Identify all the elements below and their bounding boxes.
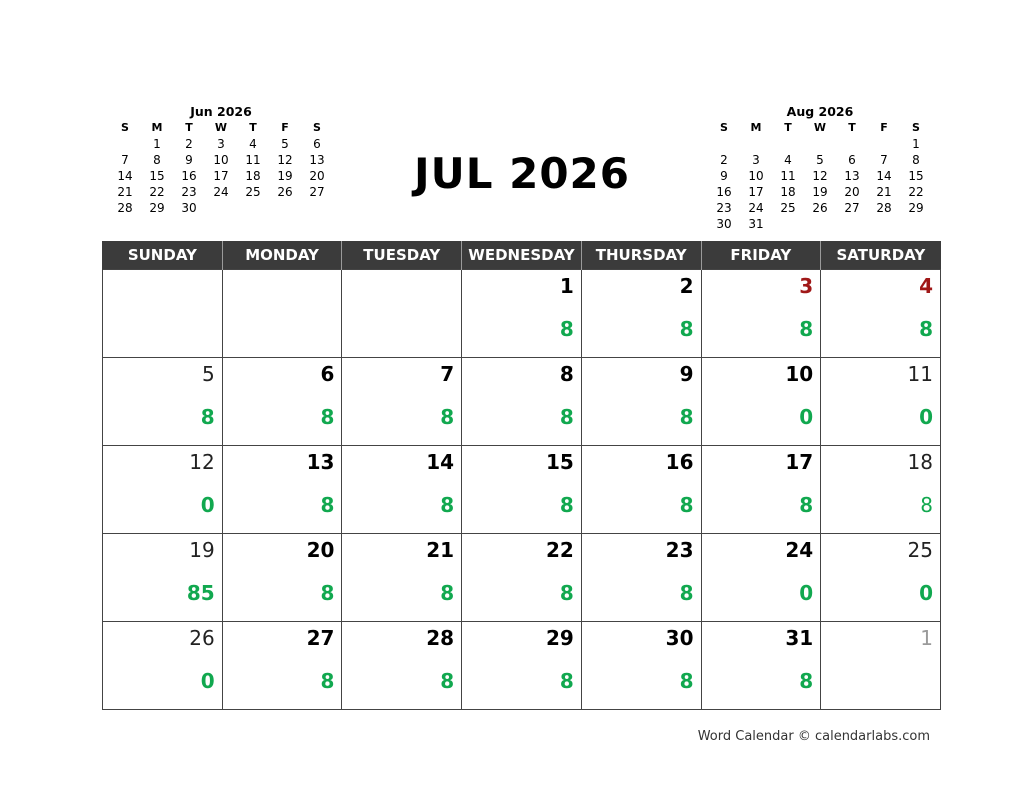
day-number: 24 [785, 538, 814, 562]
day-value: 8 [440, 669, 455, 693]
calendar-day-cell[interactable] [222, 358, 342, 446]
mini-day: 30 [716, 217, 732, 231]
mini-day: 14 [117, 169, 133, 183]
day-number: 2 [679, 274, 694, 298]
mini-weekday-label: S [313, 121, 321, 134]
day-value: 8 [320, 493, 335, 517]
mini-day: 13 [309, 153, 325, 167]
weekday-header: THURSDAY [581, 241, 701, 270]
day-number: 17 [785, 450, 814, 474]
day-number: 25 [907, 538, 933, 562]
day-number: 15 [545, 450, 574, 474]
calendar-day-cell[interactable] [581, 446, 701, 534]
mini-day: 11 [780, 169, 796, 183]
calendar-day-cell[interactable] [821, 358, 941, 446]
calendar-day-cell[interactable] [581, 270, 701, 358]
day-value: 8 [919, 317, 933, 341]
mini-day: 7 [121, 153, 129, 167]
day-value: 8 [440, 405, 455, 429]
mini-day: 27 [844, 201, 860, 215]
mini-day [740, 136, 772, 152]
mini-day: 16 [716, 185, 732, 199]
mini-day: 2 [185, 137, 193, 151]
calendar-day-cell[interactable] [342, 270, 462, 358]
calendar-day-cell[interactable] [581, 622, 701, 710]
mini-day: 26 [277, 185, 293, 199]
day-value: 8 [440, 493, 455, 517]
mini-day: 28 [876, 201, 892, 215]
mini-day: 3 [217, 137, 225, 151]
mini-day: 5 [281, 137, 289, 151]
day-number: 21 [426, 538, 455, 562]
day-number: 8 [559, 362, 574, 386]
mini-day: 19 [277, 169, 293, 183]
day-value: 0 [919, 405, 933, 429]
mini-calendar-prev [109, 104, 333, 216]
day-number: 27 [306, 626, 335, 650]
weekday-header: SATURDAY [821, 241, 941, 270]
mini-day: 15 [149, 169, 165, 183]
calendar-day-cell[interactable] [103, 622, 223, 710]
mini-day: 29 [908, 201, 924, 215]
mini-day: 1 [912, 137, 920, 151]
calendar-day-cell[interactable] [821, 534, 941, 622]
mini-day: 16 [181, 169, 197, 183]
calendar-day-cell[interactable] [821, 270, 941, 358]
calendar-day-cell[interactable] [342, 358, 462, 446]
mini-day: 21 [876, 185, 892, 199]
calendar-week-row [103, 534, 941, 622]
day-number: 31 [785, 626, 814, 650]
mini-day: 9 [185, 153, 193, 167]
mini-weekday-label: T [784, 121, 792, 134]
mini-day: 20 [309, 169, 325, 183]
calendar-day-cell[interactable] [222, 270, 342, 358]
day-number: 9 [679, 362, 694, 386]
weekday-header: SUNDAY [103, 241, 223, 270]
calendar-day-cell[interactable] [342, 446, 462, 534]
mini-day: 11 [245, 153, 261, 167]
mini-day: 31 [748, 217, 764, 231]
mini-day: 18 [780, 185, 796, 199]
calendar-day-cell[interactable] [581, 358, 701, 446]
mini-day: 3 [752, 153, 760, 167]
calendar-day-cell[interactable] [342, 622, 462, 710]
day-value: 8 [559, 493, 574, 517]
day-value: 0 [919, 581, 933, 605]
mini-day [836, 216, 868, 232]
calendar-day-cell[interactable] [103, 534, 223, 622]
calendar-week-row [103, 358, 941, 446]
mini-day: 17 [213, 169, 229, 183]
mini-day: 29 [149, 201, 165, 215]
mini-day [900, 216, 932, 232]
day-number: 11 [907, 362, 933, 386]
day-value: 8 [679, 405, 694, 429]
mini-day: 25 [245, 185, 261, 199]
day-value: 8 [559, 405, 574, 429]
day-number: 22 [545, 538, 574, 562]
day-number: 19 [189, 538, 215, 562]
mini-day: 15 [908, 169, 924, 183]
weekday-header: TUESDAY [342, 241, 462, 270]
day-value: 8 [679, 669, 694, 693]
mini-day: 13 [844, 169, 860, 183]
mini-day: 23 [181, 185, 197, 199]
day-value: 8 [679, 493, 694, 517]
mini-calendar-grid [109, 120, 333, 216]
calendar-day-cell[interactable] [103, 446, 223, 534]
weekday-header: FRIDAY [701, 241, 821, 270]
mini-day: 19 [812, 185, 828, 199]
day-number: 18 [907, 450, 933, 474]
mini-calendar-next [708, 104, 932, 232]
day-number: 13 [306, 450, 335, 474]
day-number: 5 [201, 362, 215, 386]
mini-calendar-title: Jun 2026 [190, 104, 252, 119]
mini-weekday-label: M [151, 121, 163, 134]
day-value: 8 [799, 493, 814, 517]
day-number: 23 [665, 538, 694, 562]
mini-day: 21 [117, 185, 133, 199]
calendar-body [103, 270, 941, 710]
calendar-day-cell[interactable] [103, 358, 223, 446]
weekday-header-row [103, 241, 941, 270]
mini-day: 20 [844, 185, 860, 199]
mini-day: 18 [245, 169, 261, 183]
mini-day: 6 [848, 153, 856, 167]
day-number: 1 [920, 626, 933, 650]
mini-weekday-label: F [880, 121, 888, 134]
mini-day: 22 [149, 185, 165, 199]
mini-day: 1 [153, 137, 161, 151]
calendar-week-row [103, 446, 941, 534]
mini-day: 8 [153, 153, 161, 167]
day-number: 12 [189, 450, 215, 474]
day-value: 0 [799, 405, 814, 429]
mini-weekday-label: S [121, 121, 129, 134]
day-number: 1 [559, 274, 574, 298]
day-value: 85 [186, 581, 215, 605]
day-value: 0 [200, 669, 215, 693]
mini-day: 12 [277, 153, 293, 167]
mini-day: 10 [748, 169, 764, 183]
mini-day [269, 200, 301, 216]
day-number: 3 [799, 274, 814, 298]
mini-day: 8 [912, 153, 920, 167]
day-value: 8 [799, 317, 814, 341]
calendar-day-cell[interactable] [462, 446, 582, 534]
day-number: 14 [426, 450, 455, 474]
mini-day: 5 [816, 153, 824, 167]
month-calendar [102, 241, 941, 710]
day-value: 8 [920, 493, 933, 517]
calendar-day-cell[interactable] [701, 446, 821, 534]
footer-credit: Word Calendar © calendarlabs.com [697, 729, 930, 744]
calendar-day-cell[interactable] [222, 446, 342, 534]
mini-day: 9 [720, 169, 728, 183]
day-number: 28 [426, 626, 455, 650]
mini-weekday-label: F [281, 121, 289, 134]
calendar-week-row [103, 270, 941, 358]
mini-weekday-label: W [813, 121, 827, 134]
day-number: 29 [545, 626, 574, 650]
mini-day: 6 [313, 137, 321, 151]
day-number: 26 [189, 626, 215, 650]
calendar-day-cell[interactable] [701, 534, 821, 622]
day-value: 8 [320, 405, 335, 429]
mini-day [836, 136, 868, 152]
page-title: JUL 2026 [413, 149, 630, 198]
mini-day [772, 136, 804, 152]
mini-weekday-label: T [249, 121, 257, 134]
day-number: 10 [785, 362, 814, 386]
mini-day: 24 [748, 201, 764, 215]
day-number: 6 [320, 362, 335, 386]
calendar-day-cell[interactable] [821, 446, 941, 534]
day-value: 8 [559, 581, 574, 605]
calendar-day-cell[interactable] [581, 534, 701, 622]
mini-day: 2 [720, 153, 728, 167]
mini-day: 17 [748, 185, 764, 199]
calendar-week-row [103, 622, 941, 710]
day-value: 0 [799, 581, 814, 605]
mini-weekday-label: M [750, 121, 762, 134]
day-number: 30 [665, 626, 694, 650]
calendar-day-cell[interactable] [701, 270, 821, 358]
mini-calendar-grid [708, 120, 932, 232]
calendar-day-cell[interactable] [701, 622, 821, 710]
mini-day: 7 [880, 153, 888, 167]
mini-day [237, 200, 269, 216]
mini-weekday-label: T [848, 121, 856, 134]
day-value: 8 [679, 317, 694, 341]
weekday-header: WEDNESDAY [462, 241, 582, 270]
weekday-header: MONDAY [222, 241, 342, 270]
mini-day: 30 [181, 201, 197, 215]
mini-day [804, 136, 836, 152]
day-value: 8 [440, 581, 455, 605]
mini-day: 4 [249, 137, 257, 151]
mini-weekday-label: S [912, 121, 920, 134]
day-number: 16 [665, 450, 694, 474]
day-value: 8 [559, 669, 574, 693]
mini-day [205, 200, 237, 216]
mini-day: 23 [716, 201, 732, 215]
day-number: 7 [440, 362, 455, 386]
mini-weekday-label: S [720, 121, 728, 134]
mini-day [804, 216, 836, 232]
mini-day: 22 [908, 185, 924, 199]
mini-calendar-title: Aug 2026 [786, 104, 854, 119]
mini-day: 24 [213, 185, 229, 199]
mini-weekday-label: W [214, 121, 228, 134]
mini-day: 14 [876, 169, 892, 183]
calendar-day-cell[interactable] [222, 534, 342, 622]
day-value: 0 [200, 493, 215, 517]
mini-day [708, 136, 740, 152]
day-value: 8 [559, 317, 574, 341]
day-value: 8 [799, 669, 814, 693]
mini-day [301, 200, 333, 216]
mini-day: 25 [780, 201, 796, 215]
mini-day: 26 [812, 201, 828, 215]
mini-day: 12 [812, 169, 828, 183]
calendar-day-cell[interactable] [222, 622, 342, 710]
mini-day [868, 216, 900, 232]
day-number: 4 [919, 274, 933, 298]
calendar-day-cell[interactable] [462, 622, 582, 710]
day-value: 8 [320, 669, 335, 693]
day-value: 8 [679, 581, 694, 605]
day-value: 8 [200, 405, 215, 429]
mini-day: 10 [213, 153, 229, 167]
day-value: 8 [320, 581, 335, 605]
calendar-day-cell[interactable] [462, 270, 582, 358]
calendar-day-cell[interactable] [342, 534, 462, 622]
mini-day: 4 [784, 153, 792, 167]
mini-day [772, 216, 804, 232]
mini-weekday-label: T [185, 121, 193, 134]
day-number: 20 [306, 538, 335, 562]
calendar-day-cell[interactable] [103, 270, 223, 358]
mini-day: 28 [117, 201, 133, 215]
calendar-day-cell[interactable] [821, 622, 941, 710]
calendar-day-cell[interactable] [462, 358, 582, 446]
calendar-day-cell[interactable] [462, 534, 582, 622]
calendar-day-cell[interactable] [701, 358, 821, 446]
mini-day [868, 136, 900, 152]
mini-day: 27 [309, 185, 325, 199]
mini-day [109, 136, 141, 152]
